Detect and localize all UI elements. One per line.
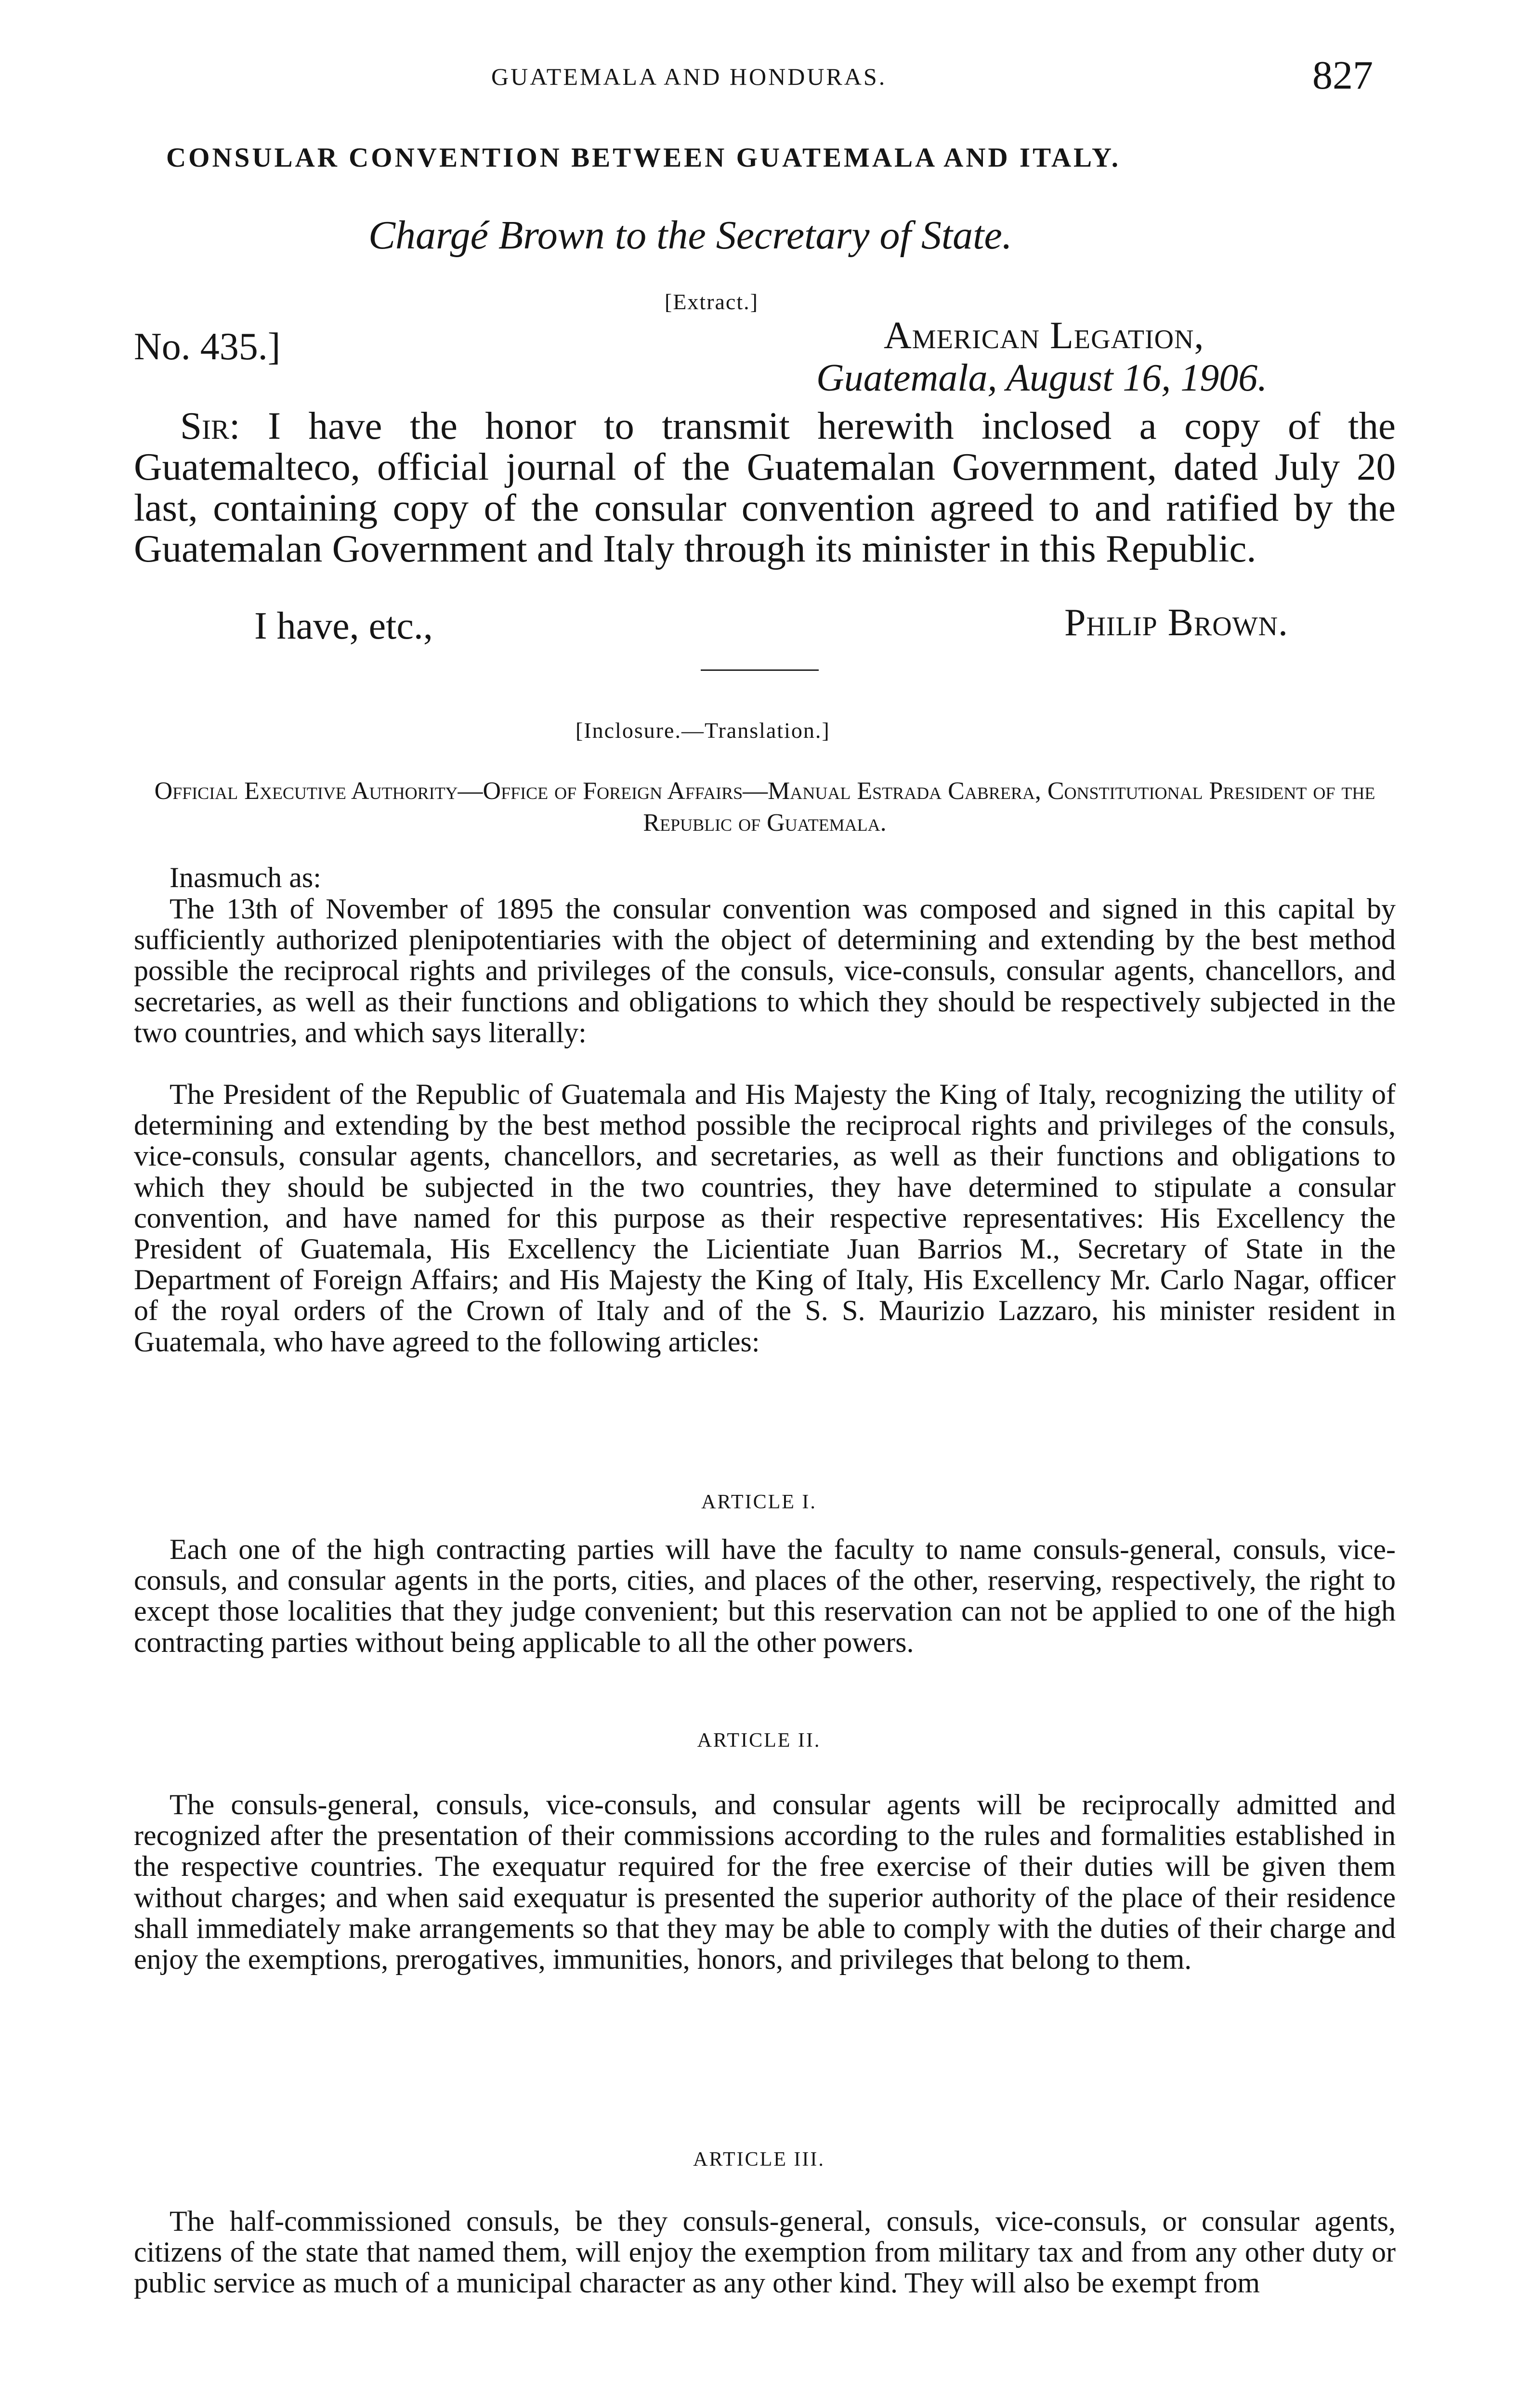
document-title: CONSULAR CONVENTION BETWEEN GUATEMALA AND ITALY. (166, 143, 1121, 173)
document-subtitle: Chargé Brown to the Secretary of State. (368, 213, 1012, 258)
article-1-heading: ARTICLE I. (701, 1491, 817, 1513)
letter-body (134, 406, 1396, 569)
paragraph-convention-signed: The 13th of November of 1895 the consular convention was composed and signed in this capital by sufficiently authorized plenipotentiaries with the object of determining and extending by the best method possible the reciprocal rights and privileges of the consuls, vice-consuls, consular agents, chancellors, and secretaries, as well as their functions and obligations to which they should be respectively subjected in the two countries, and which says literally: (134, 893, 1396, 1048)
page-number: 827 (1312, 53, 1373, 98)
dispatch-number: No. 435.] (134, 326, 281, 368)
article-2-text: The consuls-general, consuls, vice-consuls, and consular agents will be reciprocally admitted and recognized after the presentation of their commissions according to the rules and formalities established in the respective countries. The exequatur required for the free exercise of their duties will be given them without charges; and when said exequatur is presented the superior authority of the place of their residence shall immediately make arrangements so that they may be able to comply with the duties of their charge and enjoy the exemptions, prerogatives, immunities, honors, and privileges that belong to them. (134, 1789, 1396, 1976)
running-title: GUATEMALA AND HONDURAS. (491, 63, 887, 90)
article-2-heading: ARTICLE II. (697, 1729, 821, 1752)
letter-closing: I have, etc., (254, 605, 433, 647)
letter-salutation: Sir: (180, 404, 240, 447)
official-heading: Official Executive Authority—Office of Foreign Affairs—Manual Estrada Cabrera, Constitutional President of the Republic of Guatemala. (154, 777, 1375, 837)
article-1-text: Each one of the high contracting parties will have the faculty to name consuls-general, consuls, vice-consuls, and consular agents in the ports, cities, and places of the other, reserving, respectively, the right to except those localities that they judge convenient; but this reservation can not be applied to one of the high contracting parties without being applicable to all the other powers. (134, 1533, 1396, 1658)
extract-note: [Extract.] (665, 289, 759, 314)
paragraph-preamble: The President of the Republic of Guatemala and His Majesty the King of Italy, recognizing the utility of determining and extending by the best method possible the reciprocal rights and privileges of the consuls, vice-consuls, consular agents, chancellors, and secretaries, as well as their functions and obligations to which they should be subjected in the two countries, they have determined to stipulate a consular convention, and have named for this purpose as their respective representatives: His Excellency the President of Guatemala, His Excellency the Licientiate Juan Barrios M., Secretary of State in the Department of Foreign Affairs; and His Majesty the King of Italy, His Excellency Mr. Carlo Nagar, officer of the royal orders of the Crown of Italy and of the S. S. Maurizio Lazzaro, his minister resident in Guatemala, who have agreed to the following articles: (134, 1078, 1396, 1358)
legation-name: American Legation, (884, 314, 1204, 357)
letter-text: I have the honor to transmit herewith inclosed a copy of the Guatemalteco, official journal of the Guatemalan Government, dated July 20 last, containing copy of the consular convention agreed to and ratified by the Guatemalan Government and Italy through its minister in this Republic. (134, 404, 1396, 570)
dispatch-place-date: Guatemala, August 16, 1906. (816, 357, 1268, 399)
inasmuch-line: Inasmuch as: (170, 862, 321, 893)
article-3-heading: ARTICLE III. (693, 2148, 825, 2171)
section-divider (701, 669, 819, 671)
article-3-text: The half-commissioned consuls, be they consuls-general, consuls, vice-consuls, or consular agents, citizens of the state that named them, will enjoy the exemption from military tax and from any other duty or public service as much of a municipal character as any other kind. They will also be exempt from (134, 2205, 1396, 2299)
inclosure-note: [Inclosure.—Translation.] (576, 718, 830, 743)
letter-signature: Philip Brown. (1064, 602, 1289, 644)
